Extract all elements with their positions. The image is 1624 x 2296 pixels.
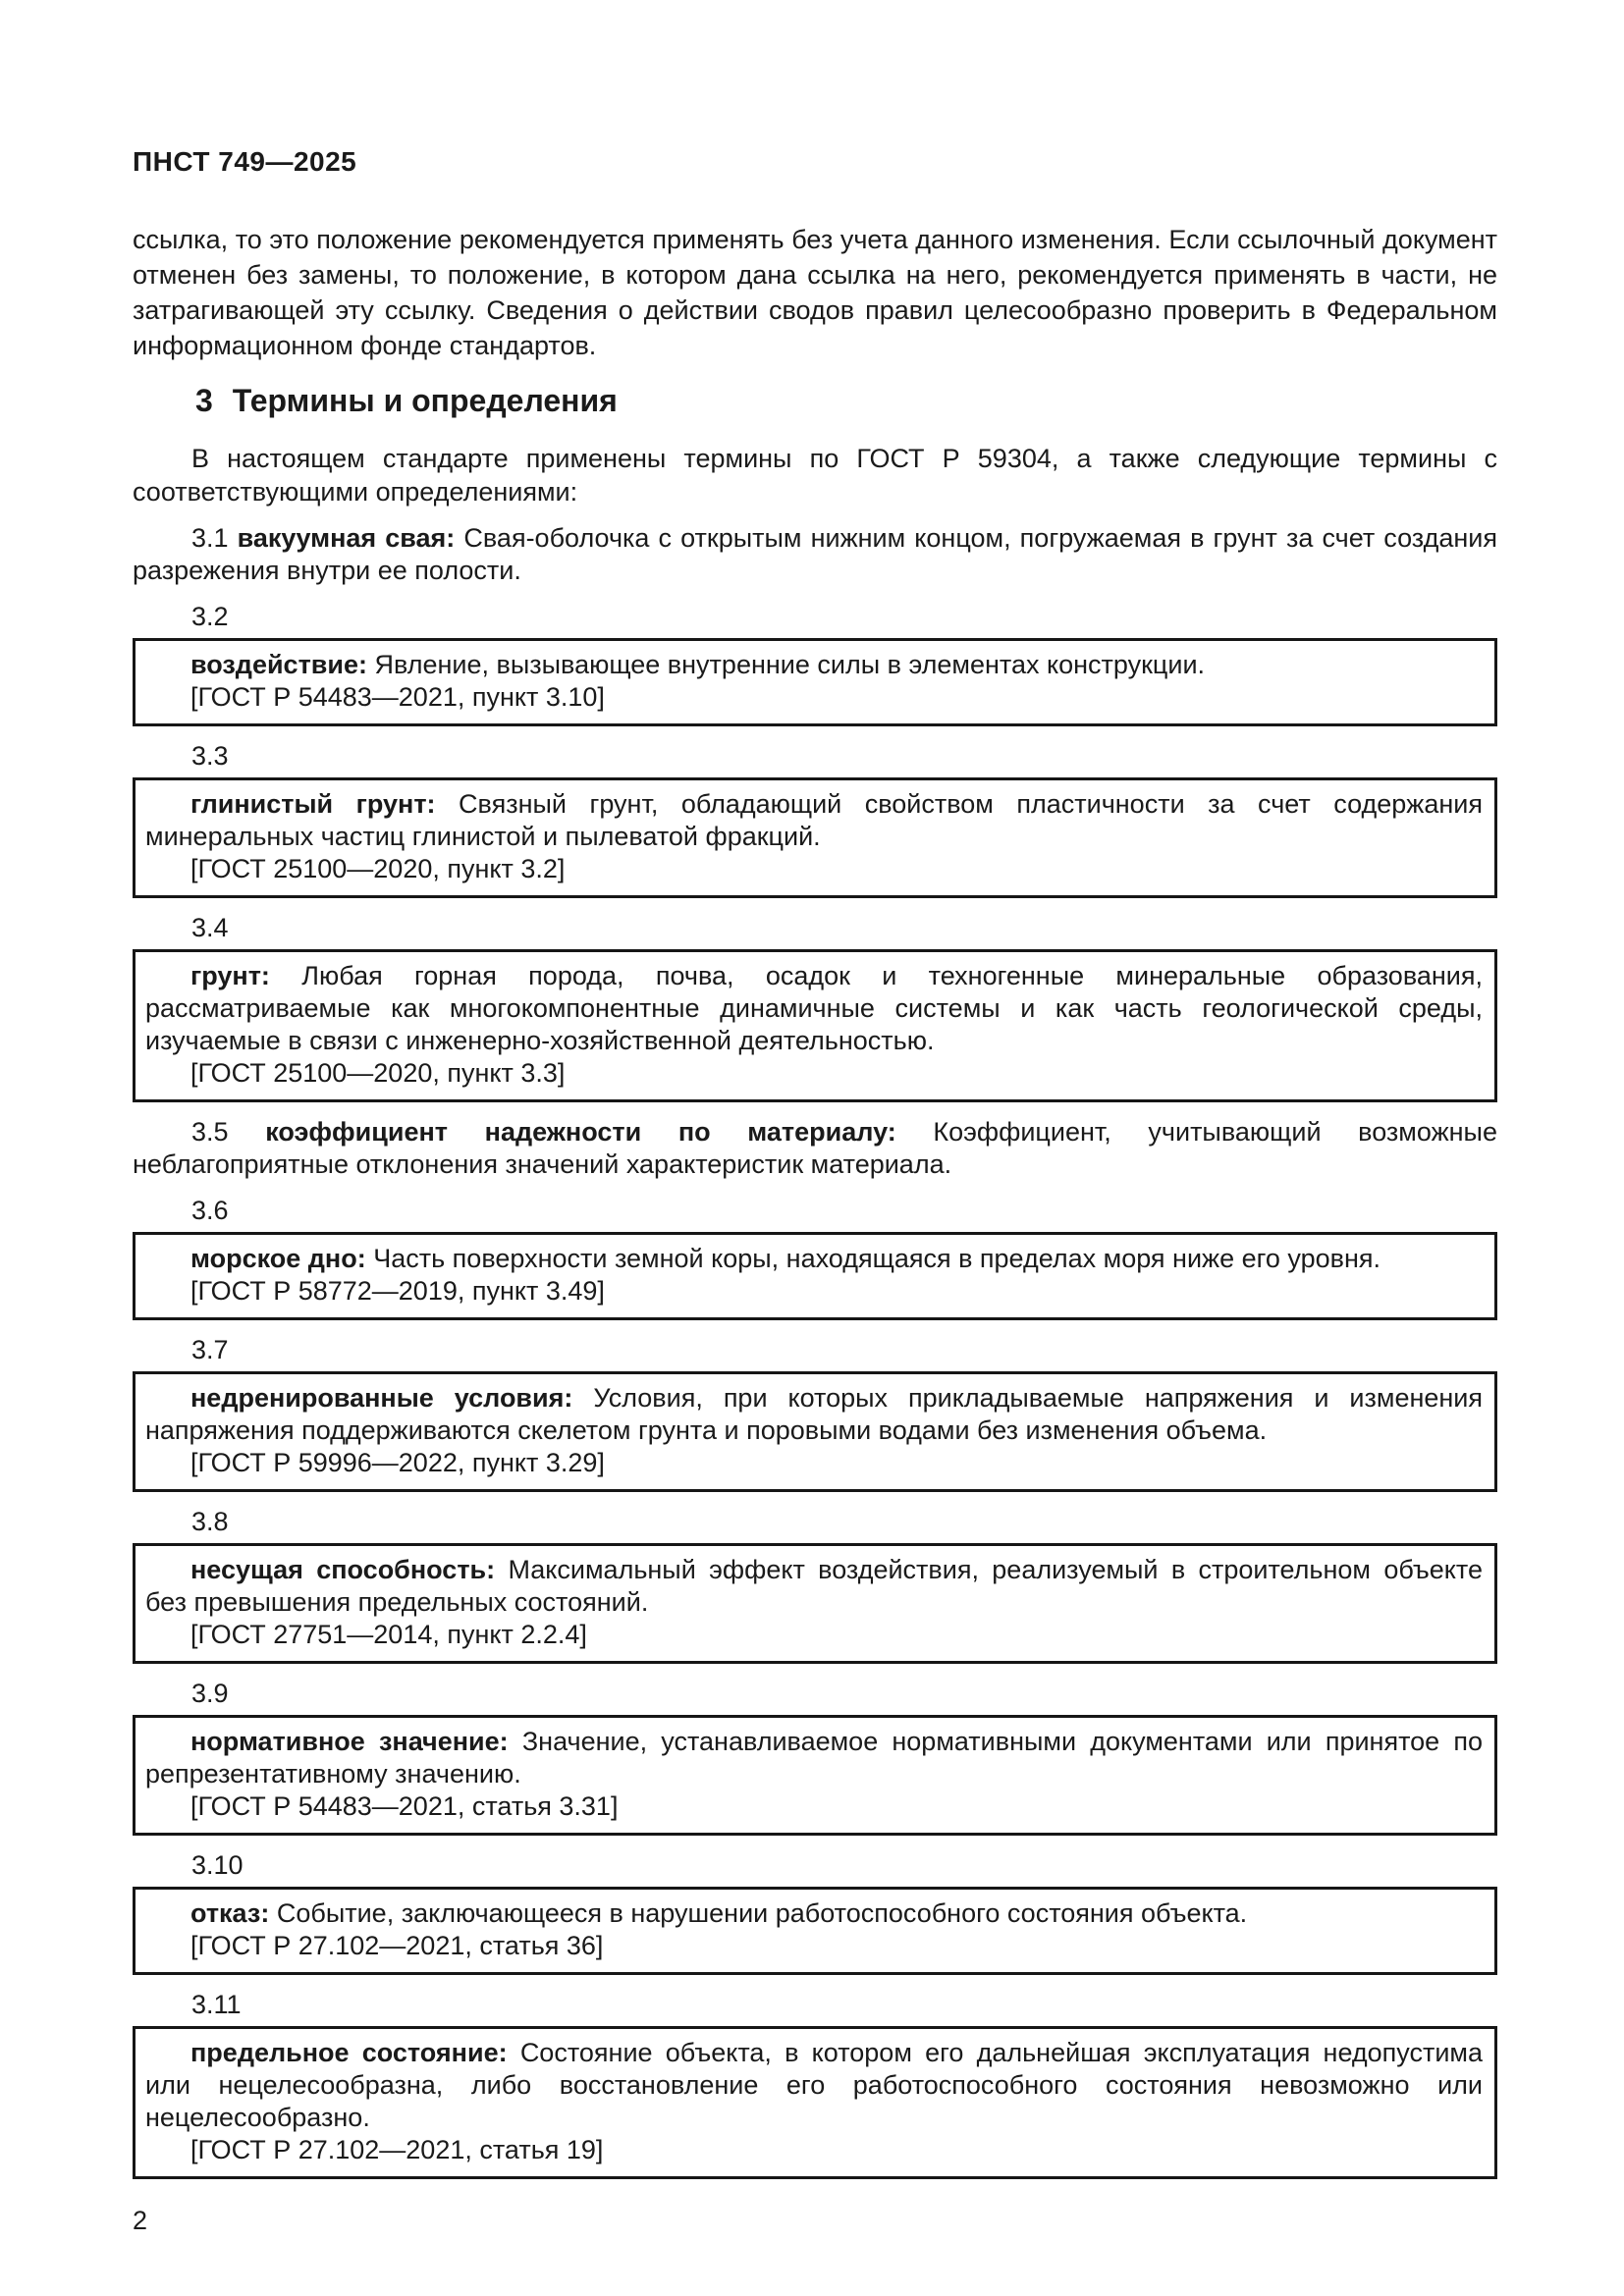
terms-list: [133, 522, 1497, 2179]
section-heading: [133, 381, 1497, 420]
term-box: [133, 1232, 1497, 1320]
section-lead-paragraph: В настоящем стандарте применены термины по ГОСТ Р 59304, а также следующие термины с соответствующими определениями:: [133, 444, 1497, 507]
term-definition-paragraph: [145, 2037, 1483, 2134]
term-number: 3.11: [191, 1990, 242, 2019]
term-definition-paragraph: [145, 1382, 1483, 1447]
term-name: нормативное значение:: [190, 1727, 509, 1756]
term-definition-text: Условия, при которых прикладываемые напряжения и изменения напряжения поддерживаются скелетом грунта и поровыми водами без изменения объема.: [145, 1383, 1484, 1445]
term-block: [133, 1195, 1497, 1320]
term-source: [ГОСТ Р 54483—2021, статья 3.31]: [190, 1791, 619, 1821]
term-number: 3.3: [191, 741, 229, 771]
term-definition-text: Свая-оболочка с открытым нижним концом, погружаемая в грунт за счет создания разрежения внутри ее полости.: [133, 523, 1497, 585]
term-name: вакуумная свая:: [237, 523, 456, 553]
term-number: 3.7: [191, 1335, 229, 1364]
term-definition-text: Значение, устанавливаемое нормативными документами или принятое по репрезентативному значению.: [145, 1727, 1483, 1789]
term-block: [133, 1506, 1497, 1664]
term-box: [133, 2026, 1497, 2179]
section-number: 3: [195, 383, 213, 418]
term-source: [ГОСТ Р 27.102—2021, статья 19]: [190, 2135, 604, 2164]
term-name: несущая способность:: [190, 1555, 496, 1584]
term-block: [133, 1678, 1497, 1836]
term-box: [133, 777, 1497, 898]
term-number: 3.10: [191, 1850, 244, 1880]
term-definition-text: Максимальный эффект воздействия, реализуемый в строительном объекте без превышения предельных состояний.: [145, 1555, 1483, 1617]
term-box: [133, 1715, 1497, 1836]
term-definition-text: Явление, вызывающее внутренние силы в элементах конструкции.: [374, 650, 1206, 679]
term-definition-text: Любая горная порода, почва, осадок и техногенные минеральные образования, рассматриваемые как многокомпонентные динамичные системы и как часть геологической среды, изучаемые в связи с инженерно-хозяйственной деятельностью.: [145, 961, 1483, 1055]
term-block: [133, 1334, 1497, 1492]
term-number: 3.4: [191, 913, 229, 942]
section-title: Термины и определения: [232, 383, 618, 418]
term-name: предельное состояние:: [190, 2038, 508, 2067]
page-number: 2: [133, 2206, 148, 2235]
term-definition-text: Событие, заключающееся в нарушении работоспособного состояния объекта.: [276, 1898, 1248, 1928]
term-number: 3.1: [191, 523, 229, 553]
term-number: 3.8: [191, 1507, 229, 1536]
term-definition-text: Состояние объекта, в котором его дальнейшая эксплуатация недопустима или нецелесообразна, либо восстановление его работоспособного состояния невозможно или нецелесообразно.: [145, 2038, 1483, 2132]
term-name: морское дно:: [190, 1244, 366, 1273]
term-name: отказ:: [190, 1898, 270, 1928]
term-box: [133, 1543, 1497, 1664]
term-definition-paragraph: [133, 1116, 1497, 1181]
term-source: [ГОСТ Р 58772—2019, пункт 3.49]: [190, 1276, 605, 1306]
term-number: 3.2: [191, 602, 229, 631]
term-box: [133, 1371, 1497, 1492]
term-definition-text: Коэффициент, учитывающий возможные неблагоприятные отклонения значений характеристик материала.: [133, 1117, 1497, 1179]
term-block: [133, 740, 1497, 898]
term-name: глинистый грунт:: [190, 789, 436, 819]
term-name: грунт:: [190, 961, 270, 990]
intro-paragraph: ссылка, то это положение рекомендуется применять без учета данного изменения. Если ссылочный документ отменен без замены, то положение, в котором дана ссылка на него, рекомендуется применять в части, не затрагивающей эту ссылку. Сведения о действии сводов правил целесообразно проверить в Федеральном информационном фонде стандартов.: [133, 225, 1497, 360]
term-definition-paragraph: [145, 1554, 1483, 1619]
term-definition-paragraph: [145, 960, 1483, 1057]
term-definition-paragraph: [145, 788, 1483, 853]
term-source: [ГОСТ 27751—2014, пункт 2.2.4]: [190, 1620, 587, 1649]
term-block: [133, 912, 1497, 1102]
term-block: [133, 601, 1497, 726]
term-box: [133, 949, 1497, 1102]
page-content: [133, 145, 1497, 2237]
term-name: воздействие:: [190, 650, 367, 679]
term-definition-text: Связный грунт, обладающий свойством пластичности за счет содержания минеральных частиц глинистой и пылеватой фракций.: [145, 789, 1483, 851]
term-definition-text: Часть поверхности земной коры, находящаяся в пределах моря ниже его уровня.: [373, 1244, 1381, 1273]
term-block: [133, 1849, 1497, 1975]
term-definition-paragraph: [145, 649, 1483, 681]
term-source: [ГОСТ 25100—2020, пункт 3.3]: [190, 1058, 566, 1088]
term-source: [ГОСТ 25100—2020, пункт 3.2]: [190, 854, 566, 883]
term-definition-paragraph: [145, 1897, 1483, 1930]
term-name: коэффициент надежности по материалу:: [265, 1117, 896, 1147]
term-number: 3.6: [191, 1196, 229, 1225]
term-source: [ГОСТ Р 27.102—2021, статья 36]: [190, 1931, 604, 1960]
term-definition-paragraph: [145, 1243, 1483, 1275]
term-block: [133, 1989, 1497, 2179]
term-number: 3.9: [191, 1679, 229, 1708]
term-source: [ГОСТ Р 54483—2021, пункт 3.10]: [190, 682, 605, 712]
document-designation: ПНСТ 749—2025: [133, 146, 357, 177]
term-name: недренированные условия:: [190, 1383, 573, 1413]
term-source: [ГОСТ Р 59996—2022, пункт 3.29]: [190, 1448, 605, 1477]
term-definition-paragraph: [145, 1726, 1483, 1790]
term-box: [133, 638, 1497, 726]
term-box: [133, 1887, 1497, 1975]
term-definition-paragraph: [133, 522, 1497, 587]
term-number: 3.5: [191, 1117, 229, 1147]
